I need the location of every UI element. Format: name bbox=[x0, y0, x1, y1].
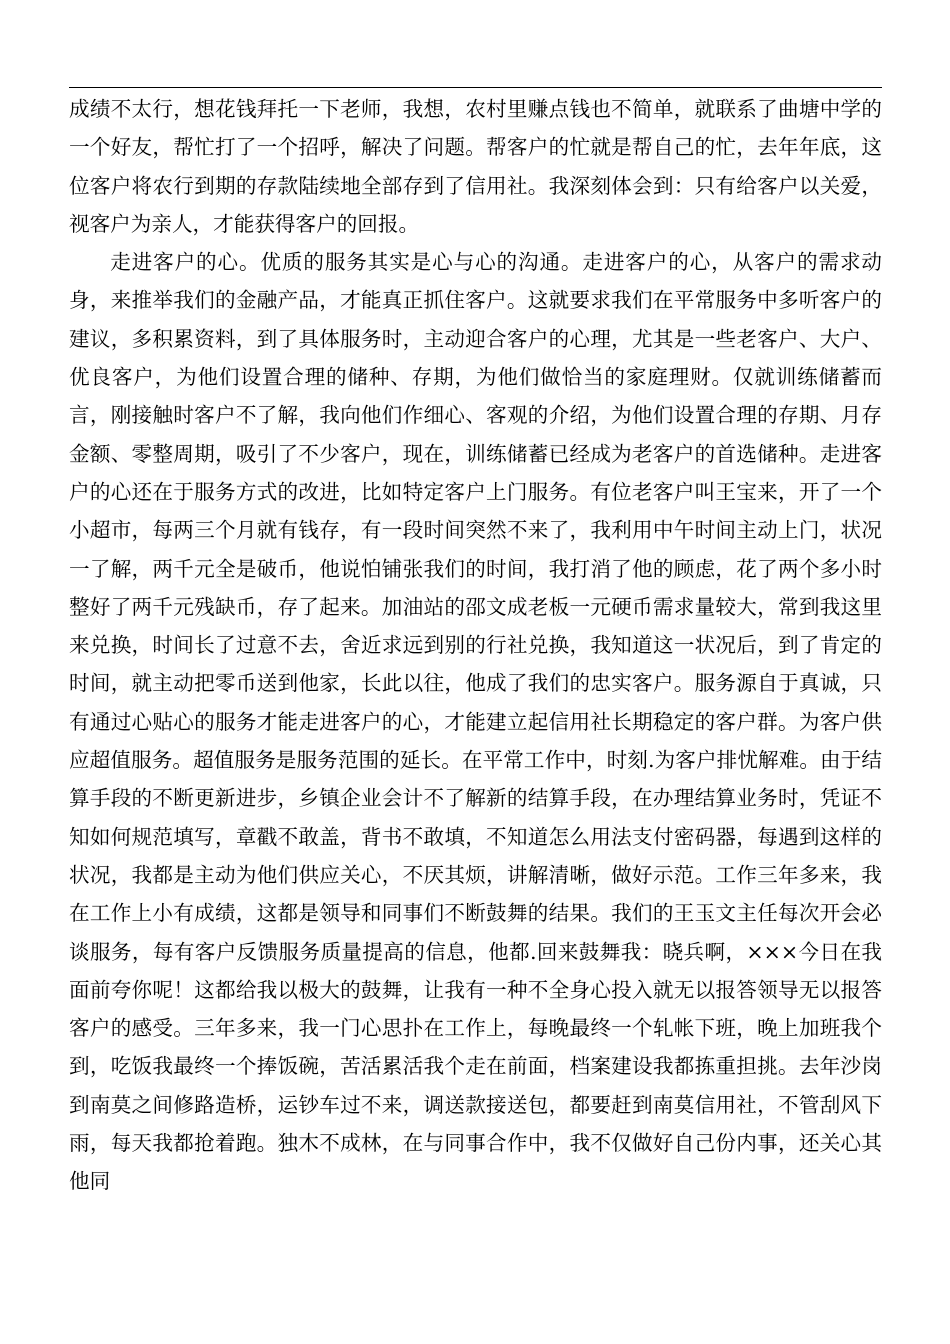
paragraph-2: 走进客户的心。优质的服务其实是心与心的沟通。走进客户的心，从客户的需求动身，来推举我们的金融产品，才能真正抓住客户。这就要求我们在平常服务中多听客户的建议，多积累资料，到了具体服务时，主动迎合客户的心理，尤其是一些老客户、大户、优良客户，为他们设置合理的储种、存期，为他们做恰当的家庭理财。仅就训练储蓄而言，刚接触时客户不了解，我向他们作细心、客观的介绍，为他们设置合理的存期、月存金额、零整周期，吸引了不少客户，现在，训练储蓄已经成为老客户的首选储种。走进客户的心还在于服务方式的改进，比如特定客户上门服务。有位老客户叫王宝来，开了一个小超市，每两三个月就有钱存，有一段时间突然不来了，我利用中午时间主动上门，状况一了解，两千元全是破币，他说怕铺张我们的时间，我打消了他的顾虑，花了两个多小时整好了两千元残缺币，存了起来。加油站的邵文成老板一元硬币需求量较大，常到我这里来兑换，时间长了过意不去，舍近求远到别的行社兑换，我知道这一状况后，到了肯定的时间，就主动把零币送到他家，长此以往，他成了我们的忠实客户。服务源自于真诚，只有通过心贴心的服务才能走进客户的心，才能建立起信用社长期稳定的客户群。为客户供应超值服务。超值服务是服务范围的延长。在平常工作中，时刻.为客户排忧解难。由于结算手段的不断更新进步，乡镇企业会计不了解新的结算手段，在办理结算业务时，凭证不知如何规范填写，章戳不敢盖，背书不敢填，不知道怎么用法支付密码器，每遇到这样的状况，我都是主动为他们供应关心，不厌其烦，讲解清晰，做好示范。工作三年多来，我在工作上小有成绩，这都是领导和同事们不断鼓舞的结果。我们的王玉文主任每次开会必谈服务，每有客户反馈服务质量提高的信息，他都.回来鼓舞我：晓兵啊，×××今日在我面前夸你呢！这都给我以极大的鼓舞，让我有一种不全身心投入就无以报答领导无以报答客户的感受。三年多来，我一门心思扑在工作上，每晚最终一个轧帐下班，晚上加班我个到，吃饭我最终一个捧饭碗，苦活累活我个走在前面，档案建设我都拣重担挑。去年沙岗到南莫之间修路造桥，运钞车过不来，调送款接送包，都要赶到南莫信用社，不管刮风下雨，每天我都抢着跑。独木不成林，在与同事合作中，我不仅做好自己份内事，还关心其他同 bbox=[69, 250, 882, 1194]
document-body bbox=[69, 90, 882, 1201]
paragraph-1: 成绩不太行，想花钱拜托一下老师，我想，农村里赚点钱也不简单，就联系了曲塘中学的一个好友，帮忙打了一个招呼，解决了问题。帮客户的忙就是帮自己的忙，去年年底，这位客户将农行到期的存款陆续地全部存到了信用社。我深刻体会到：只有给客户以关爱，视客户为亲人，才能获得客户的回报。 bbox=[69, 97, 882, 236]
header-rule bbox=[69, 87, 882, 88]
